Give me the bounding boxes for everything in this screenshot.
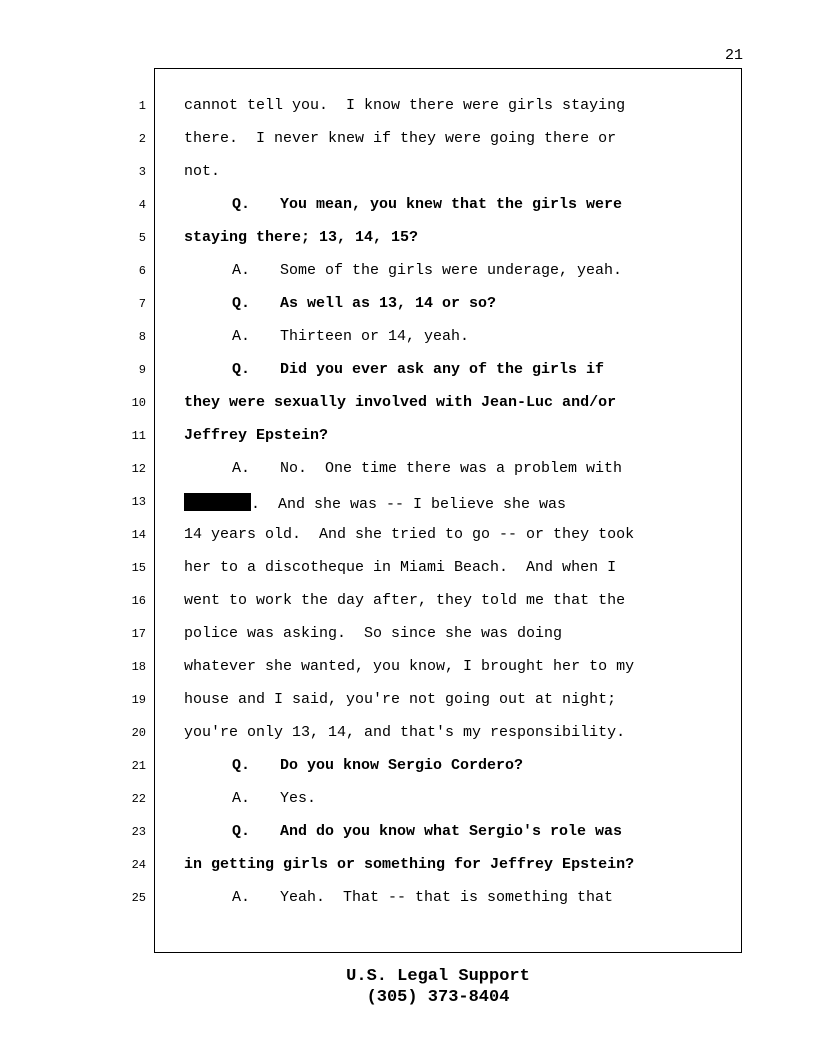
transcript-line	[0, 130, 816, 154]
transcript-line	[0, 856, 816, 880]
line-body: . And she was -- I believe she was	[251, 496, 567, 513]
speaker-label: A.	[232, 328, 251, 345]
page-number: 21	[724, 47, 743, 64]
transcript-line	[0, 823, 816, 847]
line-text	[184, 691, 616, 708]
line-text	[184, 229, 418, 246]
line-body: in getting girls or something for Jeffrey Epstein?	[184, 856, 635, 873]
line-number: 25	[131, 891, 146, 905]
footer-company: U.S. Legal Support	[346, 967, 530, 986]
line-number: 6	[138, 264, 146, 278]
speaker-label: Q.	[232, 196, 251, 213]
line-body: Thirteen or 14, yeah.	[280, 328, 470, 345]
speaker-label: Q.	[232, 295, 251, 312]
line-number: 9	[138, 363, 146, 377]
line-number: 11	[131, 429, 146, 443]
line-text	[184, 592, 625, 609]
line-text	[232, 196, 622, 213]
transcript-line	[0, 262, 816, 286]
transcript-line	[0, 724, 816, 748]
line-body: police was asking. So since she was doing	[184, 625, 563, 642]
line-text	[184, 526, 634, 543]
transcript-line	[0, 691, 816, 715]
transcript-line	[0, 592, 816, 616]
line-text	[184, 856, 634, 873]
line-body: Did you ever ask any of the girls if	[280, 361, 605, 378]
transcript-line	[0, 328, 816, 352]
line-body: No. One time there was a problem with	[280, 460, 623, 477]
speaker-label: Q.	[232, 823, 251, 840]
line-body: cannot tell you. I know there were girls staying	[184, 97, 626, 114]
line-body: you're only 13, 14, and that's my responsibility.	[184, 724, 626, 741]
transcript-line	[0, 163, 816, 187]
line-number: 18	[131, 660, 146, 674]
transcript-line	[0, 625, 816, 649]
line-text	[232, 295, 496, 312]
transcript-line	[0, 361, 816, 385]
line-number: 5	[138, 231, 146, 245]
line-number: 10	[131, 396, 146, 410]
line-number: 7	[138, 297, 146, 311]
line-text	[184, 163, 220, 180]
line-text	[184, 427, 328, 444]
line-body: And do you know what Sergio's role was	[280, 823, 623, 840]
speaker-label: Q.	[232, 757, 251, 774]
transcript-line	[0, 295, 816, 319]
speaker-label: A.	[232, 889, 251, 906]
line-text	[232, 757, 523, 774]
line-text	[184, 658, 634, 675]
line-body: house and I said, you're not going out at night;	[184, 691, 617, 708]
line-body: Yeah. That -- that is something that	[280, 889, 614, 906]
line-number: 4	[138, 198, 146, 212]
transcript-line	[0, 658, 816, 682]
line-text	[232, 823, 622, 840]
line-text	[184, 394, 616, 411]
line-body: they were sexually involved with Jean-Luc and/or	[184, 394, 617, 411]
line-number: 1	[138, 99, 146, 113]
line-number: 20	[131, 726, 146, 740]
line-text	[184, 130, 616, 147]
line-text	[232, 790, 316, 807]
line-number: 2	[138, 132, 146, 146]
line-body: not.	[184, 163, 221, 180]
line-text	[232, 328, 469, 345]
speaker-label: A.	[232, 790, 251, 807]
line-number: 17	[131, 627, 146, 641]
speaker-label: A.	[232, 460, 251, 477]
line-body: whatever she wanted, you know, I brought her to my	[184, 658, 635, 675]
line-number: 23	[131, 825, 146, 839]
line-text	[232, 460, 622, 477]
line-body: 14 years old. And she tried to go -- or they took	[184, 526, 635, 543]
transcript-line	[0, 229, 816, 253]
line-body: there. I never knew if they were going there or	[184, 130, 617, 147]
line-body: staying there; 13, 14, 15?	[184, 229, 419, 246]
speaker-label: Q.	[232, 361, 251, 378]
transcript-line	[0, 97, 816, 121]
line-body: Yes.	[280, 790, 317, 807]
transcript-line	[0, 394, 816, 418]
footer	[0, 966, 816, 1008]
transcript-line	[0, 757, 816, 781]
line-text	[232, 262, 622, 279]
transcript-line	[0, 526, 816, 550]
line-text	[184, 625, 562, 642]
transcript-line	[0, 196, 816, 220]
line-body: Some of the girls were underage, yeah.	[280, 262, 623, 279]
line-body: went to work the day after, they told me that the	[184, 592, 626, 609]
line-number: 22	[131, 792, 146, 806]
line-text	[184, 493, 566, 513]
line-body: As well as 13, 14 or so?	[280, 295, 497, 312]
redaction-block	[184, 493, 251, 511]
line-number: 14	[131, 528, 146, 542]
line-text	[184, 724, 625, 741]
line-number: 8	[138, 330, 146, 344]
line-body: Jeffrey Epstein?	[184, 427, 329, 444]
line-body: her to a discotheque in Miami Beach. And when I	[184, 559, 617, 576]
transcript-line	[0, 460, 816, 484]
line-number: 3	[138, 165, 146, 179]
speaker-label: A.	[232, 262, 251, 279]
line-number: 13	[131, 495, 146, 509]
line-number: 19	[131, 693, 146, 707]
line-body: You mean, you knew that the girls were	[280, 196, 623, 213]
line-text	[232, 889, 613, 906]
line-text	[184, 97, 625, 114]
line-number: 15	[131, 561, 146, 575]
line-text	[232, 361, 604, 378]
transcript-line	[0, 427, 816, 451]
line-number: 21	[131, 759, 146, 773]
transcript-line	[0, 559, 816, 583]
line-number: 16	[131, 594, 146, 608]
transcript-line	[0, 790, 816, 814]
line-number: 12	[131, 462, 146, 476]
line-body: Do you know Sergio Cordero?	[280, 757, 524, 774]
transcript-line	[0, 493, 816, 517]
line-text	[184, 559, 616, 576]
transcript-line	[0, 889, 816, 913]
footer-phone: (305) 373-8404	[366, 988, 510, 1007]
line-number: 24	[131, 858, 146, 872]
